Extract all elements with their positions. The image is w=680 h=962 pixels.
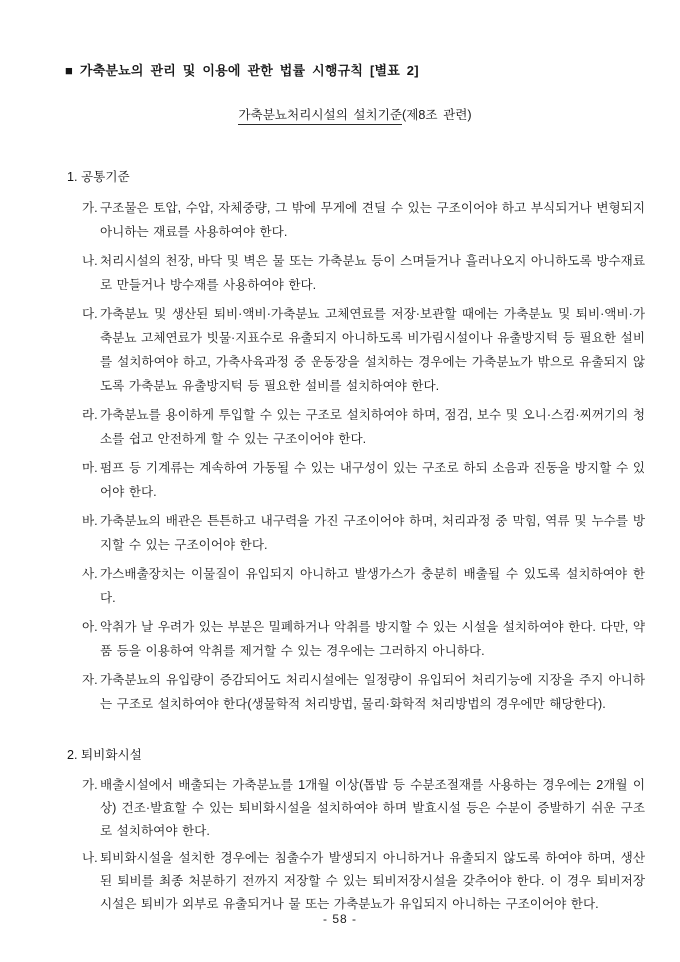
item-text: 배출시설에서 배출되는 가축분뇨를 1개월 이상(톱밥 등 수분조절재를 사용하는 경우에는 2개월 이상) 건조·발효할 수 있는 퇴비화시설을 설치하여야 하며 발효시설 등은 수분이 증발하기 쉬운 구조로 설치하여야 한다.	[100, 778, 645, 838]
item-text: 펌프 등 기계류는 계속하여 가동될 수 있는 내구성이 있는 구조로 하되 소음과 진동을 방지할 수 있어야 한다.	[100, 461, 645, 499]
list-item	[65, 562, 645, 610]
item-label: 자.	[82, 673, 98, 687]
item-text: 가축분뇨의 배관은 튼튼하고 내구력을 가진 구조이어야 하며, 처리과정 중 막힘, 역류 및 누수를 방지할 수 있는 구조이어야 한다.	[100, 514, 645, 552]
list-item	[65, 403, 645, 451]
item-text: 구조물은 토압, 수압, 자체중량, 그 밖에 무게에 견딜 수 있는 구조이어야 하고 부식되거나 변형되지 아니하는 재료를 사용하여야 한다.	[100, 201, 645, 239]
subtitle-underlined-text: 가축분뇨처리시설의 설치기준	[238, 108, 402, 125]
document-title: ■ 가축분뇨의 관리 및 이용에 관한 법률 시행규칙 [별표 2]	[65, 63, 419, 78]
item-text: 악취가 날 우려가 있는 부분은 밀폐하거나 악취를 방지할 수 있는 시설을 설치하여야 한다. 다만, 약품 등을 이용하여 악취를 제거할 수 있는 경우에는 그러하지 아니하다.	[100, 620, 645, 658]
item-label: 나.	[82, 851, 98, 865]
item-label: 사.	[82, 567, 98, 581]
item-text: 가축분뇨의 유입량이 증감되어도 처리시설에는 일정량이 유입되어 처리기능에 지장을 주지 아니하는 구조로 설치하여야 한다(생물학적 처리방법, 물리·화학적 처리방법의 경우에만 해당한다).	[100, 673, 645, 711]
item-label: 마.	[82, 461, 98, 475]
list-item	[65, 302, 645, 398]
list-item	[65, 615, 645, 663]
item-text: 가스배출장치는 이물질이 유입되지 아니하고 발생가스가 충분히 배출될 수 있도록 설치하여야 한다.	[100, 567, 645, 605]
document-subtitle	[65, 106, 645, 124]
page-number: - 58 -	[322, 912, 357, 926]
section-composting-facility	[65, 744, 645, 916]
item-label: 가.	[82, 778, 98, 792]
item-text: 처리시설의 천장, 바닥 및 벽은 물 또는 가축분뇨 등이 스며들거나 흘러나오지 아니하도록 방수재료로 만들거나 방수재를 사용하여야 한다.	[100, 254, 645, 292]
item-label: 라.	[82, 408, 98, 422]
section-heading: 1. 공통기준	[67, 170, 130, 184]
item-text: 가축분뇨 및 생산된 퇴비·액비·가축분뇨 고체연료를 저장·보관할 때에는 가축분뇨 및 퇴비·액비·가축분뇨 고체연료가 빗물·지표수로 유출되지 아니하도록 비가림시설이나 유출방지턱 등 필요한 설비를 설치하여야 하고, 가축사육과정 중 운동장을 설치하는 경우에는 가축분뇨가 밖으로 유출되지 않도록 가축분뇨 유출방지턱 등 필요한 설비를 설치하여야 한다.	[100, 307, 645, 393]
item-text: 가축분뇨를 용이하게 투입할 수 있는 구조로 설치하여야 하며, 점검, 보수 및 오니·스컴·찌꺼기의 청소를 쉽고 안전하게 할 수 있는 구조이어야 한다.	[100, 408, 645, 446]
item-label: 바.	[82, 514, 98, 528]
list-item	[65, 847, 645, 916]
list-item	[65, 456, 645, 504]
section-common-standards	[65, 166, 645, 716]
list-item	[65, 774, 645, 843]
list-item	[65, 196, 645, 244]
section-heading: 2. 퇴비화시설	[67, 748, 142, 762]
item-label: 아.	[82, 620, 98, 634]
list-item	[65, 509, 645, 557]
list-item	[65, 668, 645, 716]
item-label: 나.	[82, 254, 98, 268]
subtitle-suffix-text: (제8조 관련)	[402, 108, 472, 122]
item-label: 가.	[82, 201, 98, 215]
item-text: 퇴비화시설을 설치한 경우에는 침출수가 발생되지 아니하거나 유출되지 않도록 하여야 하며, 생산된 퇴비를 최종 처분하기 전까지 저장할 수 있는 퇴비저장시설을 갖추어야 한다. 이 경우 퇴비저장시설은 퇴비가 외부로 유출되거나 물 또는 가축분뇨가 유입되지 아니하는 구조이어야 한다.	[100, 851, 645, 911]
item-label: 다.	[82, 307, 98, 321]
list-item	[65, 249, 645, 297]
